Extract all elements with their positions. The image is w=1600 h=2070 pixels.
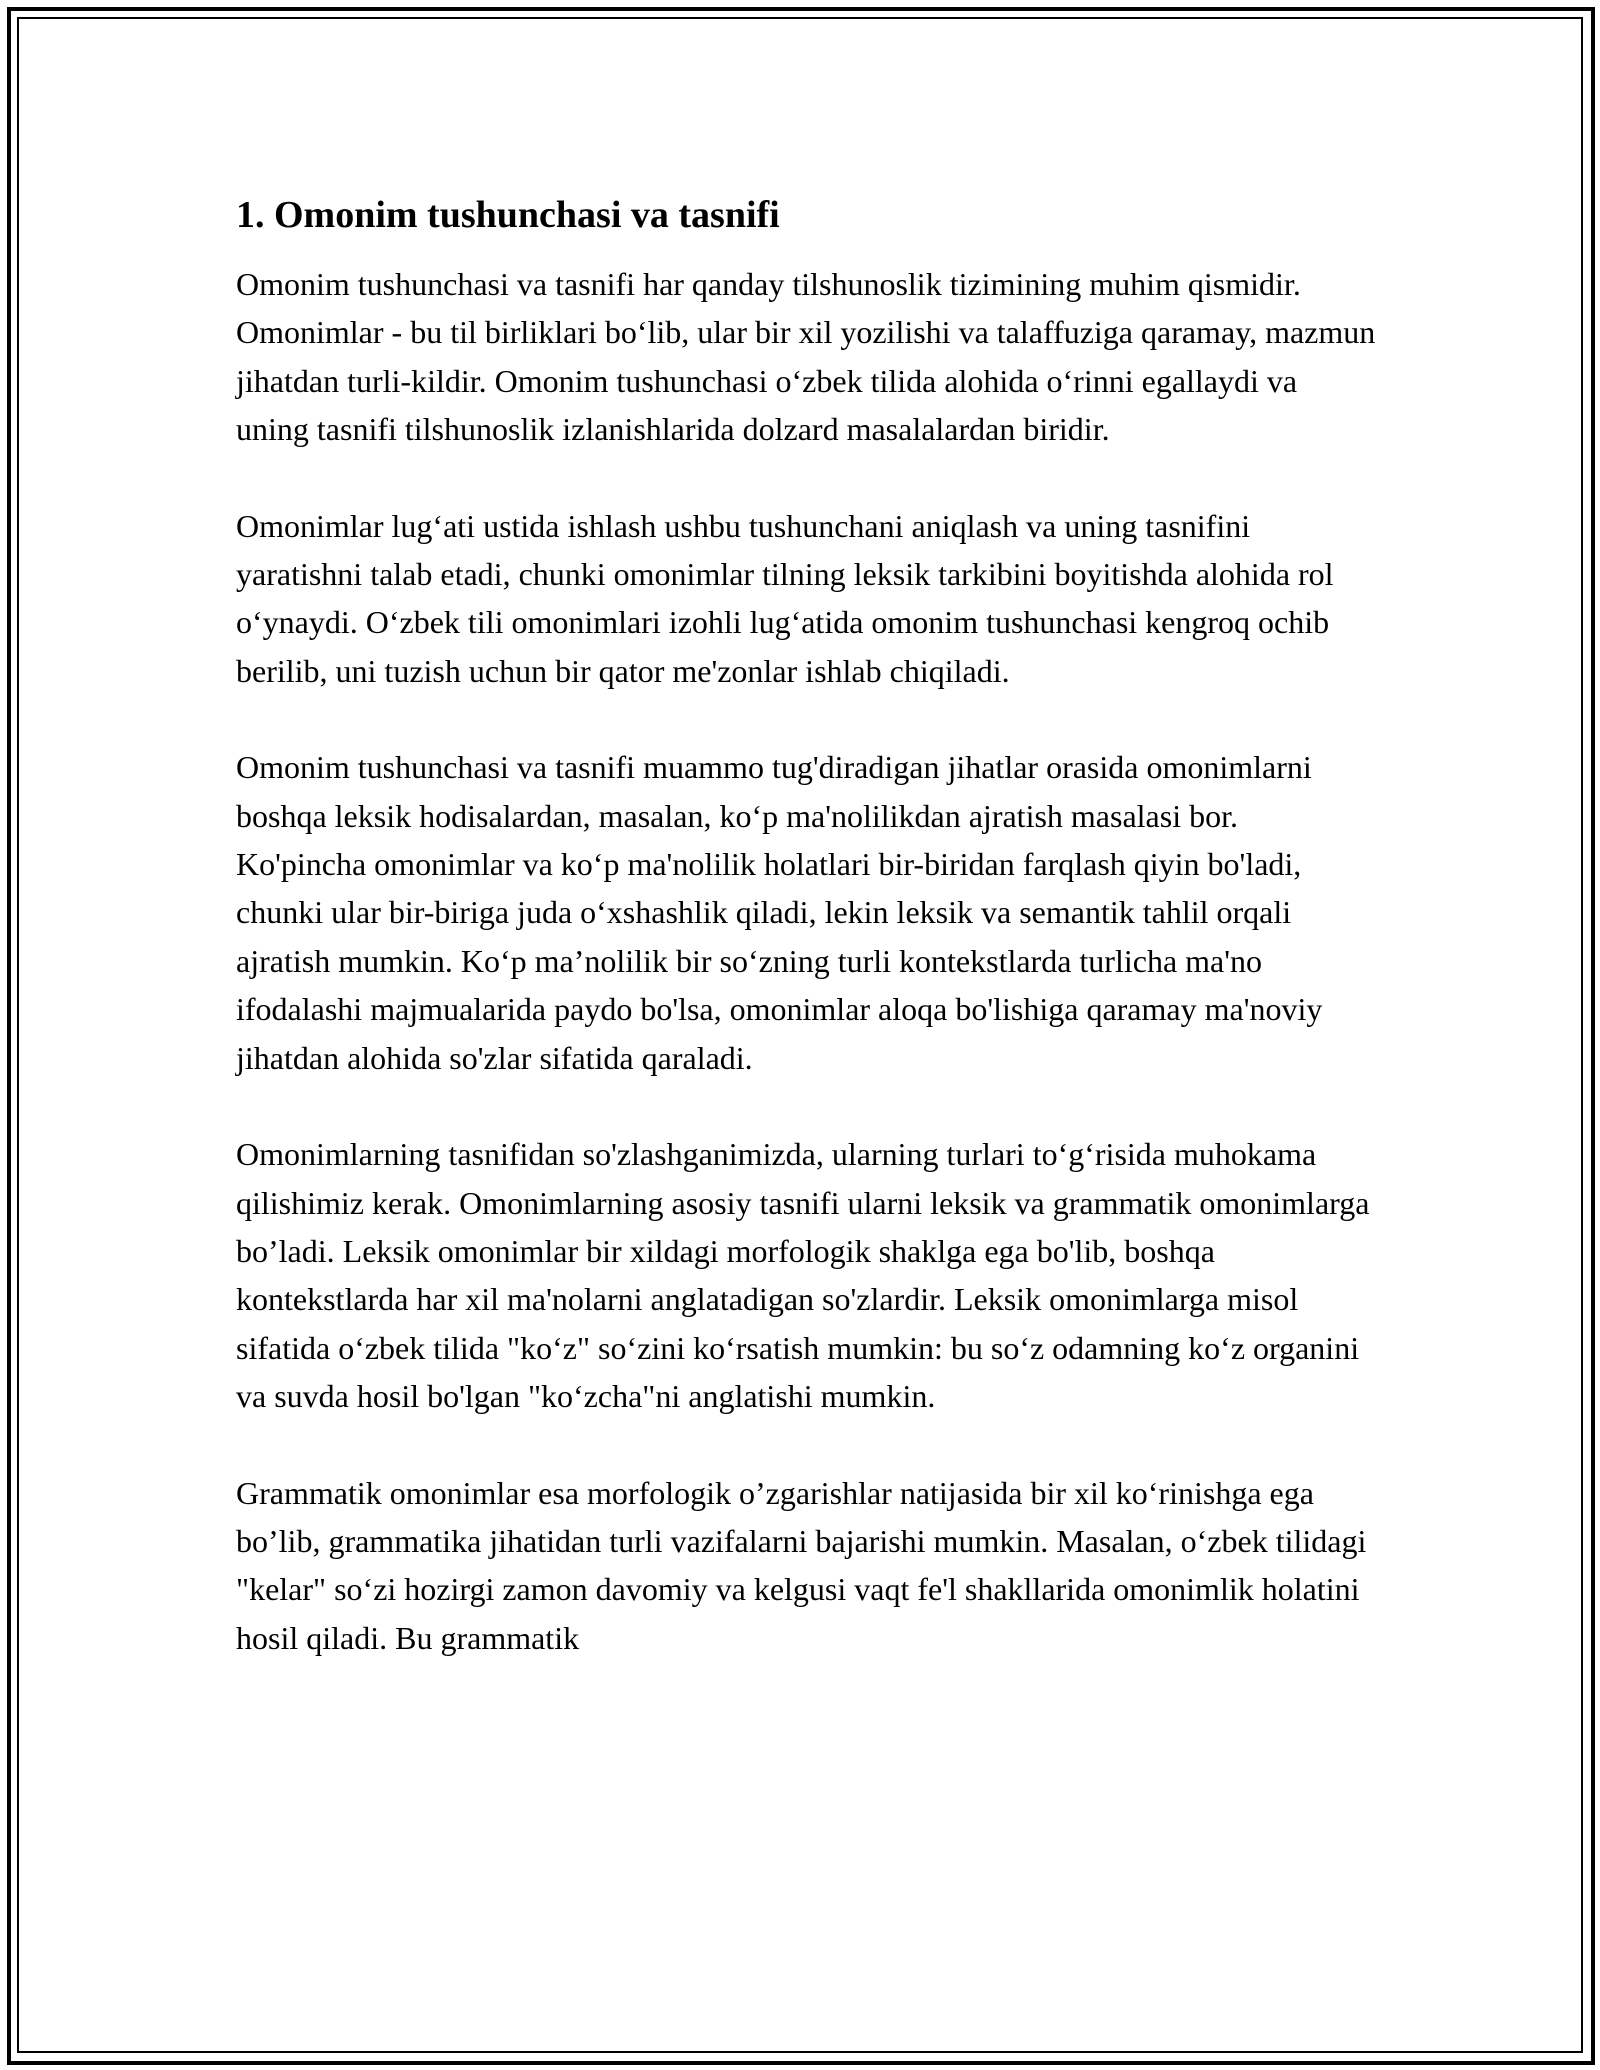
- document-body: [236, 188, 1376, 1710]
- paragraph-4: Omonimlarning tasnifidan so'zlashganimizda, ularning turlari toʻgʻrisida muhokama qilishimiz kerak. Omonimlarning asosiy tasnifi ularni leksik va grammatik omonimlarga bo’ladi. Leksik omonimlar bir xildagi morfologik shaklga ega bo'lib, boshqa kontekstlarda har xil ma'nolarni anglatadigan so'zlardir. Leksik omonimlarga misol sifatida oʻzbek tilida "koʻz" soʻzini koʻrsatish mumkin: bu soʻz odamning koʻz organini va suvda hosil bo'lgan "koʻzcha"ni anglatishi mumkin.: [236, 1136, 1370, 1415]
- paragraph-1: Omonim tushunchasi va tasnifi har qanday tilshunoslik tizimining muhim qismidir. Omonimlar - bu til birliklari boʻlib, ular bir xil yozilishi va talaffuziga qaramay, mazmun jihatdan turli-kildir. Omonim tushunchasi oʻzbek tilida alohida oʻrinni egallaydi va uning tasnifi tilshunoslik izlanishlarida dolzard masalalardan biridir.: [236, 266, 1376, 448]
- paragraph-3: Omonim tushunchasi va tasnifi muammo tug'diradigan jihatlar orasida omonimlarni boshqa leksik hodisalardan, masalan, koʻp ma'nolilikdan ajratish masalasi bor. Ko'pincha omonimlar va koʻp ma'nolilik holatlari bir-biridan farqlash qiyin bo'ladi, chunki ular bir-biriga juda oʻxshashlik qiladi, lekin leksik va semantik tahlil orqali ajratish mumkin. Koʻp ma’nolilik bir soʻzning turli kontekstlarda turlicha ma'no ifodalashi majmualarida paydo bo'lsa, omonimlar aloqa bo'lishiga qaramay ma'noviy jihatdan alohida so'zlar sifatida qaraladi.: [236, 749, 1323, 1076]
- paragraph-5: Grammatik omonimlar esa morfologik o’zgarishlar natijasida bir xil koʻrinishga ega bo’lib, grammatika jihatidan turli vazifalarni bajarishi mumkin. Masalan, oʻzbek tilidagi "kelar" soʻzi hozirgi zamon davomiy va kelgusi vaqt fe'l shakllarida omonimlik holatini hosil qiladi. Bu grammatik: [236, 1474, 1367, 1656]
- section-heading: 1. Omonim tushunchasi va tasnifi: [236, 194, 780, 236]
- paragraph-2: Omonimlar lugʻati ustida ishlash ushbu tushunchani aniqlash va uning tasnifini yaratishni talab etadi, chunki omonimlar tilning leksik tarkibini boyitishda alohida rol oʻynaydi. Oʻzbek tili omonimlari izohli lugʻatida omonim tushunchasi kengroq ochib berilib, uni tuzish uchun bir qator me'zonlar ishlab chiqiladi.: [236, 507, 1334, 689]
